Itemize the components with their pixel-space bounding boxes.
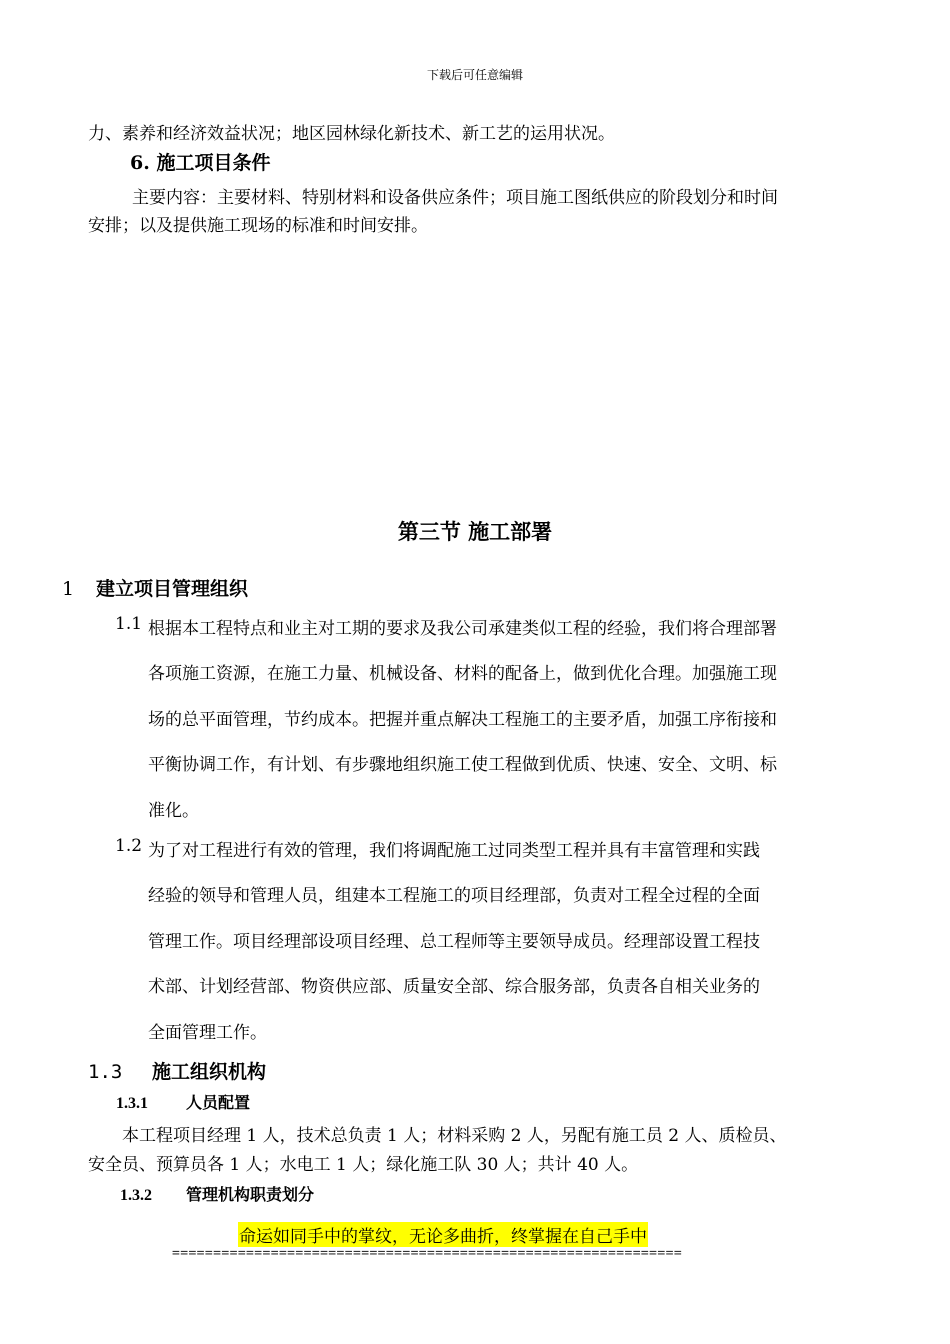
- item-1-1-line: 场的总平面管理，节约成本。把握并重点解决工程施工的主要矛盾，加强工序衔接和: [148, 710, 777, 730]
- chapter-title: 第三节 施工部署: [397, 519, 553, 544]
- section-1-number: 1: [62, 578, 75, 600]
- item-1-2-line: 全面管理工作。: [148, 1023, 267, 1043]
- item-1-2-number: 1.2: [115, 836, 143, 856]
- item-1-3-number: 1.3: [88, 1061, 123, 1083]
- item-1-3-title: 施工组织机构: [152, 1061, 267, 1083]
- page-header: 下载后可任意编辑: [426, 68, 523, 82]
- footer-quote: 命运如同手中的掌纹，无论多曲折，终掌握在自己手中: [238, 1222, 648, 1247]
- item-1-1-line: 准化。: [148, 801, 199, 821]
- subsection-1-3-1-title: 人员配置: [186, 1093, 251, 1112]
- item-1-2-line: 经验的领导和管理人员，组建本工程施工的项目经理部，负责对工程全过程的全面: [148, 886, 760, 906]
- staffing-line-1: 本工程项目经理 1 人，技术总负责 1 人；材料采购 2 人，另配有施工员 2 人、质检员、: [122, 1126, 787, 1146]
- section-6-heading: 6. 施工项目条件: [130, 152, 271, 174]
- section-1-title: 建立项目管理组织: [96, 578, 249, 600]
- item-1-1-line: 各项施工资源，在施工力量、机械设备、材料的配备上，做到优化合理。加强施工现: [148, 664, 777, 684]
- footer-rule: ==============================================================: [172, 1246, 683, 1261]
- item-1-1-line: 根据本工程特点和业主对工期的要求及我公司承建类似工程的经验，我们将合理部署: [148, 619, 777, 639]
- intro-line: 力、素养和经济效益状况；地区园林绿化新技术、新工艺的运用状况。: [88, 124, 615, 144]
- item-1-1-number: 1.1: [115, 614, 143, 634]
- item-1-1-line: 平衡协调工作，有计划、有步骤地组织施工使工程做到优质、快速、安全、文明、标: [148, 755, 777, 775]
- section-6-paragraph-line-2: 安排；以及提供施工现场的标准和时间安排。: [88, 216, 428, 236]
- subsection-1-3-1-number: 1.3.1: [116, 1095, 148, 1112]
- section-1-heading: [62, 574, 248, 601]
- section-6-paragraph-line-1: 主要内容：主要材料、特别材料和设备供应条件；项目施工图纸供应的阶段划分和时间: [132, 188, 778, 208]
- subsection-1-3-1-heading: [116, 1090, 250, 1113]
- subsection-1-3-2-title: 管理机构职责划分: [186, 1185, 315, 1204]
- item-1-3-heading: [88, 1057, 266, 1084]
- subsection-1-3-2-number: 1.3.2: [120, 1187, 152, 1204]
- item-1-2-line: 管理工作。项目经理部设项目经理、总工程师等主要领导成员。经理部设置工程技: [148, 932, 760, 952]
- item-1-2-line: 术部、计划经营部、物资供应部、质量安全部、综合服务部，负责各自相关业务的: [148, 977, 760, 997]
- staffing-line-2: 安全员、预算员各 1 人；水电工 1 人；绿化施工队 30 人；共计 40 人。: [88, 1155, 639, 1175]
- item-1-2-line: 为了对工程进行有效的管理，我们将调配施工过同类型工程并具有丰富管理和实践: [148, 841, 760, 861]
- subsection-1-3-2-heading: [120, 1182, 314, 1205]
